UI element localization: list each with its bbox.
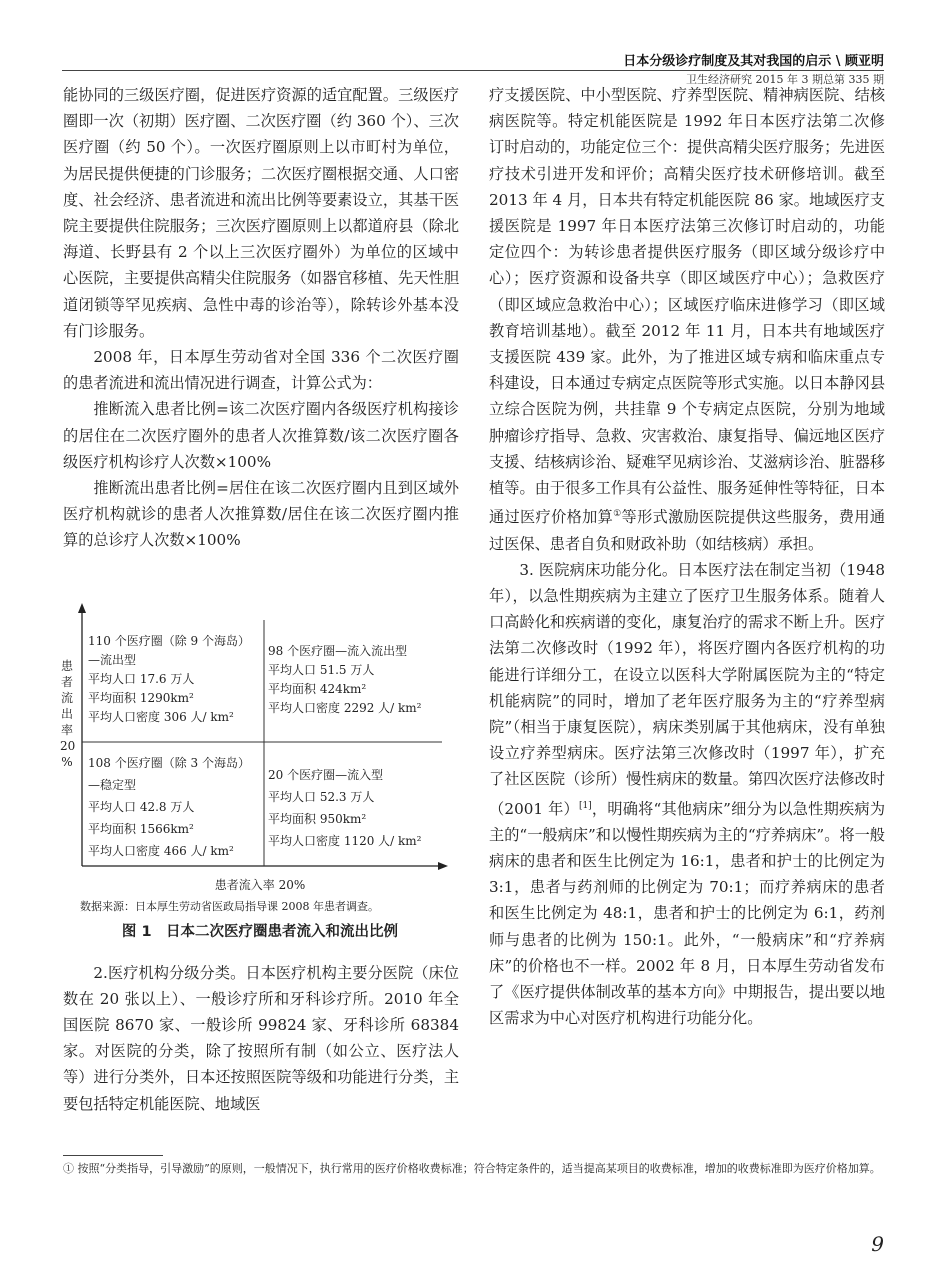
x-axis-label: 患者流入率 20% [214,878,306,892]
figure-source: 数据来源：日本厚生劳动省医政局指导课 2008 年患者调查。 [80,900,379,913]
x-axis-arrow [438,862,448,870]
outflow-formula: 推断流出患者比例=居住在该二次医疗圈内且到区域外医疗机构就诊的患者人次推算数/居住在该二次医疗圈内推算的总诊疗人次数×100% [63,479,459,550]
left-paragraph-5: 2.医疗机构分级分类。日本医疗机构主要分医院（床位数在 20 张以上）、一般诊疗所和牙科诊疗所。2010 年全国医院 8670 家、一般诊所 99824 家、牙科诊所 68384 家。对医院的分类，除了按照所有制（如公立、医疗法人等）进行分类外，日本还按照医院等级和功能进行分类，主要包括特定机能医院、地域医 [63,963,459,1113]
inflow-formula: 推断流入患者比例=该二次医疗圈内各级医疗机构接诊的居住在二次医疗圈外的患者人次推算数/该二次医疗圈各级医疗机构诊疗人次数×100% [63,400,459,471]
left-paragraph-1: 能协同的三级医疗圈，促进医疗资源的适宜配置。三级医疗圈即一次（初期）医疗圈、二次医疗圈（约 360 个）、三次医疗圈（约 50 个）。一次医疗圈原则上以市町村为单位，为居民提供便捷的门诊服务；二次医疗圈根据交通、人口密度、社会经济、患者流进和流出比例等要素设立，其基干医院主要提供住院服务；三次医疗圈原则上以都道府县（除北海道、长野县有 2 个以上三次医疗圈外）为单位的区域中心医院，主要提供高精尖住院服务（如器官移植、先天性胆道闭锁等罕见疾病、急性中毒的诊治等），除转诊外基本没有门诊服务。 [63,86,459,340]
page-number: 9 [871,1232,884,1256]
quadrant-outflow: 110 个医疗圈（除 9 个海岛）—流出型 平均人口 17.6 万人 平均面积 1290km² 平均人口密度 306 人/ km² [88,634,250,724]
y-axis-arrow [78,603,86,613]
right-column [489,82,885,1031]
header-rule [62,70,884,71]
right-paragraph-1: 疗支援医院、中小型医院、疗养型医院、精神病医院、结核病医院等。特定机能医院是 1992 年日本医疗法第二次修订时启动的，功能定位三个：提供高精尖医疗服务；先进医疗技术引进开发和评价；高精尖医疗技术研修培训。截至 2013 年 4 月，日本共有特定机能医院 86 家。地域医疗支援医院是 1997 年日本医疗法第三次修订时启动的，功能定位四个：为转诊患者提供医疗服务（即区域分级诊疗中心）；医疗资源和设备共享（即区域医疗中心）；急救医疗（即区域应急救治中心）；区域医疗临床进修学习（即区域教育培训基地）。截至 2012 年 11 月，日本共有地域医疗支援医院 439 家。此外，为了推进区域专病和临床重点专科建设，日本通过专病定点医院等形式实施。以日本静冈县立综合医院为例，共挂靠 9 个专病定点医院，分别为地域肿瘤诊疗指导、急救、灾害救治、康复指导、偏远地区医疗支援、结核病诊治、疑难罕见病诊治、艾滋病诊治、脏器移植等。由于很多工作具有公益性、服务延伸性等特征，日本通过医疗价格加算①等形式激励医院提供这些服务，费用通过医保、患者自负和财政补助（如结核病）承担。 [489,86,886,553]
figure-1 [60,602,460,947]
footnote-marker: ① [613,509,622,520]
running-title: 日本分级诊疗制度及其对我国的启示 \ 顾亚明 [623,54,884,69]
left-column [63,82,459,1117]
right-paragraph-2: 3. 医院病床功能分化。日本医疗法在制定当初（1948 年），以急性期疾病为主建立了医疗卫生服务体系。随着人口高龄化和疾病谱的变化，康复治疗的需求不断上升。医疗法第二次修改时（1992 年），将医疗圈内各医疗机构的功能进行详细分工，在设立以医科大学附属医院为主的“特定机能病院”的同时，增加了老年医疗服务为主的“疗养型病院”（相当于康复医院），病床类别属于其他病床，没有单独设立疗养型病床。医疗法第三次修改时（1997 年），扩充了社区医院（诊所）慢性病床的数量。第四次医疗法修改时（2001 年）[1]，明确将“其他病床”细分为以急性期疾病为主的“一般病床”和以慢性期疾病为主的“疗养病床”。将一般病床的患者和医生比例定为 16:1，患者和护士的比例定为 3:1，患者与药剂师的比例定为 70:1；而疗养病床的患者和医生比例定为 48:1，患者和护士的比例定为 6:1，药剂师与患者的比例为 150:1。此外，“一般病床”和“疗养病床”的价格也不一样。2002 年 8 月，日本厚生劳动省发布了《医疗提供体制改革的基本方向》中期报告，提出要以地区需求为中心对医疗机构进行功能分化。 [489,560,886,1028]
footnote: ① 按照“分类指导，引导激励”的原则，一般情况下，执行常用的医疗价格收费标准；符合特定条件的，适当提高某项目的收费标准，增加的收费标准即为医疗价格加算。 [63,1162,881,1175]
left-paragraph-2: 2008 年，日本厚生劳动省对全国 336 个二次医疗圈的患者流进和流出情况进行调查，计算公式为： [63,348,459,393]
quadrant-inflow: 20 个医疗圈—流入型 平均人口 52.3 万人 平均面积 950km² 平均人口密度 1120 人/ km² [268,768,422,848]
y-axis-label: 患 者 流 出 率 20 % [60,659,76,769]
footnote-rule [63,1155,163,1156]
figure-caption: 图 1 日本二次医疗圈患者流入和流出比例 [121,924,399,940]
reference-marker: [1] [578,800,592,811]
quadrant-inflow-outflow: 98 个医疗圈—流入流出型 平均人口 51.5 万人 平均面积 424km² 平均人口密度 2292 人/ km² [268,644,422,715]
quadrant-stable: 108 个医疗圈（除 3 个海岛）—稳定型 平均人口 42.8 万人 平均面积 1566km² 平均人口密度 466 人/ km² [88,756,250,858]
journal-info: 卫生经济研究 2015 年 3 期总第 335 期 [686,73,884,86]
